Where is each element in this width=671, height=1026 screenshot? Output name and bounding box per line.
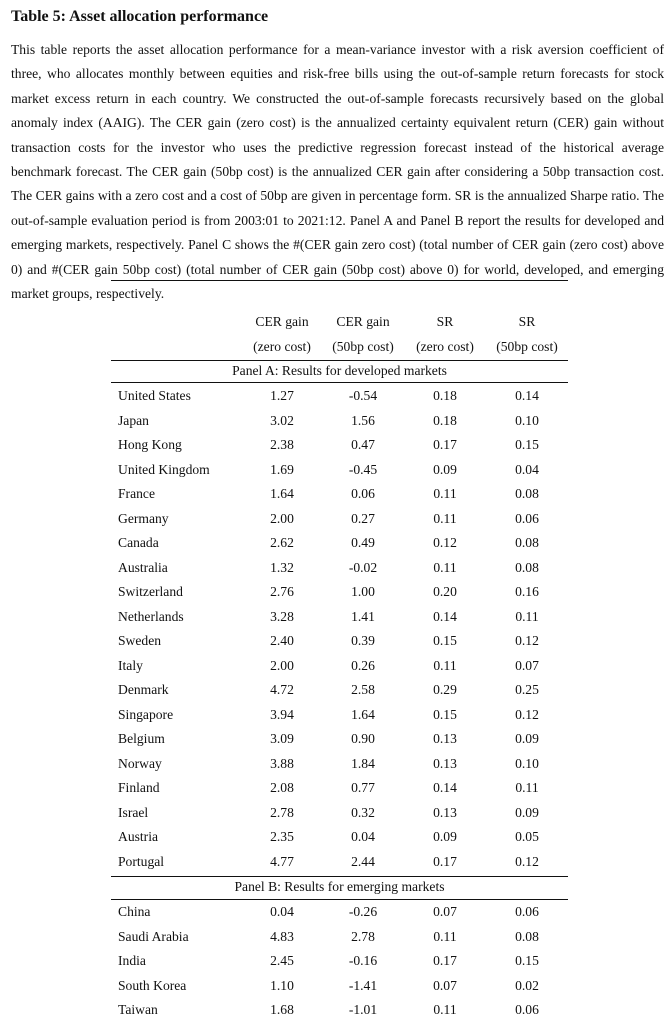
table-cell: 2.58 [351, 682, 375, 697]
table-cell: 0.06 [351, 486, 375, 501]
table-row [0, 413, 671, 437]
table-cell: 0.11 [433, 559, 457, 575]
table-cell: 1.10 [270, 977, 294, 993]
table-cell: 0.09 [515, 731, 539, 746]
table-cell: 2.44 [351, 853, 375, 869]
row-label: Italy [118, 657, 143, 673]
row-label: Belgium [118, 731, 165, 746]
table-cell: 0.14 [433, 780, 457, 795]
table-cell: 0.15 [433, 706, 457, 722]
table-cell: 0.11 [433, 486, 457, 501]
table-row [0, 805, 671, 829]
table-row [0, 731, 671, 755]
table-cell: 0.08 [515, 535, 539, 550]
top-rule [111, 280, 568, 281]
table-row [0, 584, 671, 608]
table-cell: -0.54 [348, 388, 378, 403]
table-cell: 0.39 [351, 633, 375, 648]
row-label: Norway [118, 755, 162, 771]
table-cell: 0.07 [433, 977, 457, 993]
table-cell: 0.16 [515, 584, 539, 599]
header-col4-line1: SR [518, 314, 536, 329]
table-cell: 0.04 [351, 829, 375, 844]
table-cell: 0.32 [351, 804, 375, 820]
table-row [0, 780, 671, 804]
table-cell: 0.13 [433, 755, 457, 771]
row-label: India [118, 953, 146, 968]
table-row [0, 560, 671, 584]
table-cell: 0.18 [433, 412, 457, 428]
row-label: Austria [118, 829, 159, 844]
panel-a-label: Panel A: Results for developed markets [232, 363, 447, 378]
row-label: Sweden [118, 633, 162, 648]
table-row [0, 756, 671, 780]
row-label: Israel [118, 804, 149, 820]
row-label: Denmark [118, 682, 169, 697]
row-label: Hong Kong [118, 437, 182, 452]
row-label: Canada [118, 535, 159, 550]
table-cell: -0.02 [348, 559, 378, 575]
table-cell: 0.25 [515, 682, 539, 697]
row-label: Finland [118, 780, 160, 795]
table-cell: 1.32 [270, 559, 294, 575]
table-cell: 0.27 [351, 510, 375, 526]
table-cell: 0.10 [515, 755, 539, 771]
table-cell: 2.62 [270, 535, 294, 550]
table-cell: 0.08 [515, 928, 539, 944]
row-label: Saudi Arabia [118, 928, 189, 944]
table-cell: 4.77 [270, 853, 294, 869]
table-cell: 0.13 [433, 731, 457, 746]
table-row [0, 1002, 671, 1026]
table-row [0, 658, 671, 682]
table-cell: 0.07 [515, 657, 539, 673]
header-col1-line2: (zero cost) [253, 339, 311, 354]
header-col1-line1: CER gain [255, 314, 309, 329]
row-label: France [118, 486, 155, 501]
table-row [0, 633, 671, 657]
row-label: China [118, 904, 151, 919]
table-title: Table 5: Asset allocation performance [11, 8, 269, 25]
table-cell: 1.56 [351, 412, 375, 428]
table-caption: This table reports the asset allocation performance for a mean-variance investor with a risk aversion coefficient of three, who allocates monthly between equities and risk-free bills using the out-of-sample return forecasts for stock market excess return in each country. We constructed the out-of-sample forecasts recursively based on the global anomaly index (AAIG). The CER gain (zero cost) is the annualized certainty equivalent return (CER) gain without transaction costs for the investor who uses the predictive regression forecast instead of the historical average benchmark forecast. The CER gain (50bp cost) is the annualized CER gain after considering a 50bp transaction cost. The CER gains with a zero cost and a cost of 50bp are given in percentage form. SR is the annualized Sharpe ratio. The out-of-sample evaluation period is from 2003:01 to 2021:12. Panel A and Panel B report the results for developed and emerging markets, respectively. Panel C shows the #(CER gain zero cost) (total number of CER gain (zero cost) above 0) and #(CER gain 50bp cost) (total number of CER gain (50bp cost) above 0) for world, developed, and emerging market groups, respectively. [11, 42, 664, 302]
table-cell: 0.18 [433, 388, 457, 403]
header-col3-line2: (zero cost) [416, 339, 474, 354]
header-col4-line2: (50bp cost) [496, 339, 558, 354]
table-cell: 2.78 [351, 928, 375, 944]
table-cell: 2.08 [270, 780, 294, 795]
table-cell: -0.45 [348, 461, 378, 477]
table-cell: 1.68 [270, 1002, 294, 1017]
table-cell: -0.26 [348, 904, 378, 919]
table-cell: 0.13 [433, 804, 457, 820]
table-cell: 0.08 [515, 486, 539, 501]
panel-b-top-rule [111, 876, 568, 877]
table-cell: 2.78 [270, 804, 294, 820]
table-row [0, 953, 671, 977]
table-cell: 0.26 [351, 657, 375, 673]
table-cell: 0.90 [351, 731, 375, 746]
table-cell: 3.94 [270, 706, 294, 722]
table-cell: 0.11 [433, 928, 457, 944]
table-cell: 0.09 [515, 804, 539, 820]
table-cell: 0.06 [515, 1002, 539, 1017]
row-label: United Kingdom [118, 461, 210, 477]
table-cell: 3.09 [270, 731, 294, 746]
header-col2-line1: CER gain [336, 314, 390, 329]
table-cell: 1.64 [351, 706, 375, 722]
table-cell: 0.29 [433, 682, 457, 697]
table-cell: 0.15 [515, 437, 539, 452]
table-cell: 3.28 [270, 608, 294, 624]
row-label: Japan [118, 412, 149, 428]
table-cell: 2.00 [270, 657, 294, 673]
table-row [0, 682, 671, 706]
table-row [0, 609, 671, 633]
table-row [0, 829, 671, 853]
row-label: Taiwan [118, 1002, 158, 1017]
table-cell: 0.10 [515, 412, 539, 428]
table-row [0, 486, 671, 510]
table-cell: 0.09 [433, 829, 457, 844]
table-cell: 2.35 [270, 829, 294, 844]
table-cell: 0.06 [515, 904, 539, 919]
table-row [0, 437, 671, 461]
table-cell: 0.17 [433, 853, 457, 869]
table-cell: 0.15 [433, 633, 457, 648]
row-label: United States [118, 388, 191, 403]
table-cell: 0.49 [351, 535, 375, 550]
table-cell: 1.00 [351, 584, 375, 599]
table-cell: 0.07 [433, 904, 457, 919]
table-cell: 0.11 [433, 657, 457, 673]
header-col2-line2: (50bp cost) [332, 339, 394, 354]
table-row [0, 904, 671, 928]
table-cell: 1.64 [270, 486, 294, 501]
table-cell: 0.04 [270, 904, 294, 919]
header-rule [111, 360, 568, 361]
table-row [0, 535, 671, 559]
row-label: Portugal [118, 853, 165, 869]
row-label: Australia [118, 559, 168, 575]
table-cell: 2.00 [270, 510, 294, 526]
panel-a-rule [111, 382, 568, 383]
table-cell: 0.17 [433, 953, 457, 968]
table-cell: 0.02 [515, 977, 539, 993]
table-cell: 0.20 [433, 584, 457, 599]
table-cell: 0.11 [433, 510, 457, 526]
panel-b-label: Panel B: Results for emerging markets [234, 879, 445, 894]
table-cell: 0.08 [515, 559, 539, 575]
table-cell: 0.11 [515, 608, 539, 624]
row-label: Switzerland [118, 584, 183, 599]
table-cell: 2.45 [270, 953, 294, 968]
row-label: Netherlands [118, 608, 184, 624]
table-row [0, 707, 671, 731]
row-label: South Korea [118, 977, 187, 993]
table-row [0, 929, 671, 953]
table-cell: 1.84 [351, 755, 375, 771]
table-cell: 0.77 [351, 780, 375, 795]
table-cell: 2.38 [270, 437, 294, 452]
table-cell: 0.17 [433, 437, 457, 452]
table-cell: -1.01 [348, 1002, 378, 1017]
panel-b-rule [111, 899, 568, 900]
header-col3-line1: SR [436, 314, 454, 329]
table-cell: 2.76 [270, 584, 294, 599]
table-cell: 1.27 [270, 388, 294, 403]
table-cell: 0.12 [433, 535, 457, 550]
table-row [0, 462, 671, 486]
table-row [0, 854, 671, 878]
table-cell: 0.06 [515, 510, 539, 526]
table-cell: 0.14 [515, 388, 539, 403]
table-cell: 2.40 [270, 633, 294, 648]
table-cell: 0.11 [515, 780, 539, 795]
table-cell: 0.12 [515, 706, 539, 722]
table-cell: 3.02 [270, 412, 294, 428]
table-cell: 0.11 [433, 1002, 457, 1017]
row-label: Germany [118, 510, 169, 526]
table-cell: 4.72 [270, 682, 294, 697]
row-label: Singapore [118, 706, 174, 722]
table-cell: 0.05 [515, 829, 539, 844]
table-cell: 0.47 [351, 437, 375, 452]
table-cell: 0.14 [433, 608, 457, 624]
table-cell: 0.12 [515, 853, 539, 869]
table-cell: 1.69 [270, 461, 294, 477]
table-cell: 3.88 [270, 755, 294, 771]
table-cell: -0.16 [348, 953, 378, 968]
table-cell: -1.41 [348, 977, 378, 993]
table-cell: 4.83 [270, 928, 294, 944]
table-cell: 0.12 [515, 633, 539, 648]
table-row [0, 511, 671, 535]
table-row [0, 388, 671, 412]
table-row [0, 978, 671, 1002]
table-cell: 1.41 [351, 608, 375, 624]
table-cell: 0.15 [515, 953, 539, 968]
table-cell: 0.04 [515, 461, 539, 477]
table-cell: 0.09 [433, 461, 457, 477]
